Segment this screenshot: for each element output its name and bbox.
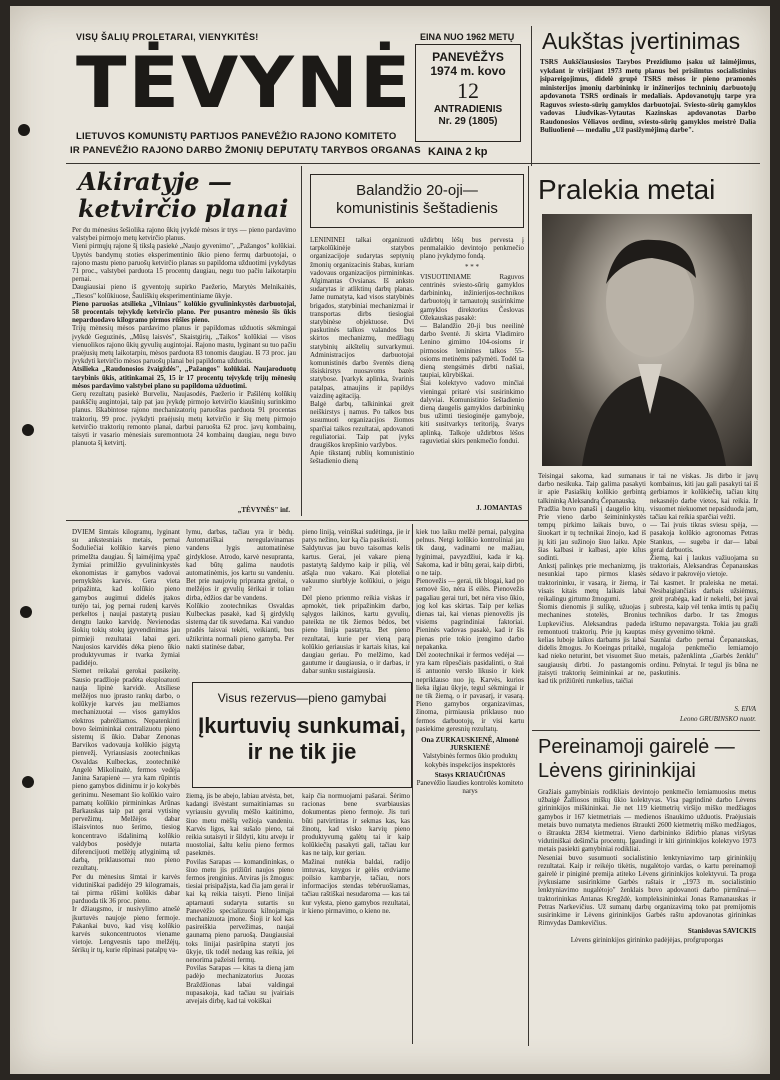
art3-paragraph: Žiemą, kai į laukus važiuojama su traktoriais, Aleksandras Čepanauskas sėdavo ir pakrovėjo vietoje. [650,554,758,579]
issue-day: 12 [457,78,479,103]
art5-title-line1: Įkurtuvių sunkumai, [198,713,406,738]
art1-paragraph: Trijų mėnesių mėsos pardavimo planus ir papildomas užduotis sėkmingai įvykdė Geguzinės, „Mūsų laisvės", Skaistgirių, „Taikos" kolūkiai — visos vienuolikos rajono ūkių gyvulių augintojai. Rajono mastu, lyginant su tuo pačiu praėjusių metų laikotarpiu, mėsos parduota 83 tonomis daugiau. Iš 73 proc. jau įvykdyti ketvirčio mėsos paruošų planai bei papildoma užduotis. [72,324,296,366]
art5-paragraph: pieno liniją, veiniškai sudėtinga, jie ir patys nežino, kur ką čia pasikeisti. [302,528,410,545]
art5-column-3-bottom [302,792,410,1048]
art1-paragraph: Per du mėnesius šešiolika rajono ūkių įvykdė mėsos ir trys — pieno pardavimo valstybei pirmojo metų ketvirčio planus. [72,226,296,243]
binding-hole [22,424,34,436]
separator-stars: * * * [465,262,479,271]
art5-title-line2: ir ne tik jie [247,739,357,764]
art5-paragraph: Saldytuvas jau buvo taisomas kelis kartus. Gerai, jei vakare pieną pastatytą šaldymo kaip ir pilią, vėl atšąla nuo vakaro. Kai ploteliai vakuumo siurblyje kolūkiui, o jeigu ne? [302,544,410,594]
art2-title-box [310,174,524,228]
slogan: VISŲ ŠALIŲ PROLETARAI, VIENYKITĖS! [76,32,259,42]
award-title: Aukštas įvertinimas [542,28,741,54]
art5-paragraph: Ir džiaugsmo, ir nusivylimo atnešė įkurtuvės naujoje pieno fermoje. Pakankai buvo, kad visų kolūkio karvės sukoncentruotos viename vietoje. Lengvesnis tapo melžėjų, šėrikų ir tų, kurie rūpinasi patalpų va- [72,905,180,955]
binding-hole [18,124,30,136]
art5-author: Stasys KRIAUČIŪNAS [434,770,506,779]
binding-hole [22,776,34,788]
art4-body [538,788,756,1043]
newspaper-page [10,6,770,1074]
art5-paragraph: Povilas Sarapas — komandininkas, o šiuo metu jis prižiūri naujos pieno fermos įrenginius. Atviras jis žmogus: tiesiai prisipažįsta, kad čia jam gerai ir kai ką reikia taisyti. Pieno linijai aptarnauti sudaryta sutartis su Panevėžio specializuota kilnojamąja mechanizuota įmone. Šioji ir kol kas pasireiškia pervežimas, naujai gaunamą pieno paruošą. Daugiausiai toks linijai pasirūpina statyti jos ūkyje, tik todėl nedaug kas reikia, jei nenorima pažeisti fermų. [186,857,294,965]
art5-column-2-bottom [186,792,294,1048]
art5-paragraph: Dėl zootechnikai ir fermos vedėjai — yra kam rūpesčiais pasidalinti, o štai iš antuonio verslo likusio ir kiek nepriklauso nuo jų. Karvės, kurios lieka ilgiau ūkyje, tegul sėkmingai ir ne tik žiemą, o ir pavasarį, ir vasarą. Pieno gamybos organizavimas, žinoma, pirmiausia priklauso nuo fermos darbuotojų, ir visi kartu pasiekime geresnių rezultatų. [416,651,524,733]
art1-title-line2: ketvirčio planai [78,194,289,223]
art4-paragraph: Neseniai buvo susumuoti socialistinio lenktyniavimo tarp girininkijų rezultatai. Kaip ir reikėjo tikėtis, nugalėtojo vardas, o kartu pereinamoji gairelė ir piniginė premija atiteko Lėvens girininkijos kolektyvui. Ta proga įvykusiame susirinkime Garbės raštais ir „1973 m. socialistinio lenktyniavimo nugalėtojo" ženklais buvo apdovanoti darbo pirmūnai—traktorininkas Antanas Kregždė, kompleksinininkai Jonas Ramanauskas ir Petras Narkevičius. Už sumanų darbų organizavimą toko pat premijomis susirinkime ir Lėvens girininkijos Garbės raštu apdovanotas girininkas Rimvydas Damkevičius. [538,853,756,928]
art1-paragraph: Pieno paruošas atsilieka „Vilniaus" kolūkio gyvulininkystės darbuotojai, 58 procentais teįvykdę ketvirčio plano. Per pusantro mėnesio šis ūkis neparduodavo kilogramo pirmos rūšies pieno. [72,299,296,325]
art2-paragraph: uždirbtų lėšų bus pervesta į penmalaikio devintojo penkmečio plano įvykdymo fondą. [420,236,524,261]
art5-column-3-top [302,528,410,678]
art1-paragraph: Gerų rezultatų pasiekė Burveliu, Naujasodės, Paežerio ir Pašilėnų kolūkių paukščių augintojai, taip pat jau įvykdę pirmojo ketvirčio kiaušinių surinkimo planus. Iškabintose rajono mechanizatorių paruoštas parduota 91 procentas traktorių, 99 proc. įvykdyti praėjusių metų ketvirčio ir šių metų pirmojo ketvirčio traktorių remonto planai, darbui paruošta 62 proc. javų kombainų, taisyti ir vasario mėnesiais suremontuota 24 kombainų daugiau, negu buvo planuota šį ketvirtį. [72,390,296,448]
art5-paragraph: Kolūkio zootechnikas Osvaldas Kulbeckas pasakė, kad šį girdyklų sistemą dar tik suvedama. Kai vanduo pradės laisvai tekėti, veikianti, bus užtikrinta normali pieno gamyba. Per nakti statinėse dabar, [186,601,294,651]
portrait-photo [542,214,752,466]
art4-title-line1: Pereinamoji gairelė — [538,736,735,758]
art1-signature: „TĖVYNĖS" inf. [237,506,290,514]
art2-paragraph: LENININEI talkai organizuoti tarpkolūkinėje statybos organizacijoje sudarytas septynių žmonių organizacinis štabas, kuriam vadovaus organizacijos pirmininkas. Algimantas Ovsianas. Iš anksto sudarytas ir atliktinų darbų planas. Jame numatyta, kad visos statybinės brigados, statybiniai mechanizmai ir transportas dirbs tiesiogiai statybinėse objektuose. Dvi paskutinės talkos valandos bus skirtos mechanizmų, medžiagų statybinių aikštelių sutvarkymui. Administracijos darbuotojai komunistinės darbo šventės dieną išsiskirstys nuosavoms bazės statybose. Įvarkyk aplinka, švarinis patalpas, atnaujins ir papildys vaizdinę agitaciją. [310,236,414,400]
art3-paragraph: — Tai įvuis tikras sviesu spėja, — pasakoja kolūkio agronomas Petras Stankus, — sugeba ir dar— labai gerai darbuotis. [650,521,758,554]
art3-title: Pralekia metai [538,174,716,205]
art3-column-2 [650,472,758,704]
art3-paragraph: Šiomis dienomis ji sulikę, užuojas į mechanines stotelės, Bronius Lupkevičius. Aleksandras padeda remontuoti traktorių. Prie jų kauptas kelias luboje laikos darbams jis labai didelis žmogus. Jo Koeingas pritaikė, kad nieko neturint, bet visuomet šiuo saugiausių dirbti. Jo pastangomis įtaisyti traktorių šeimininkai ar ne, kad tik prižiūrėti runkelius, taičiai [538,603,646,686]
art5-paragraph: kaip čia normuojami pašarai. Šėrimo racionas bene svarbiausias dokumentas pieno fermoje. Jis turi būti patvirtintas ir sekmas kas, kas žinotų, kad visko karvių pieno produktyvumą galėtų tai ir kaip kolūkiečių pasakyti gali, tačiau kur kas ne taip, kur geriau. [302,792,410,858]
art3-paragraph: Saunlai darbo pernai Čepanauskas, nugaloja penkmečio lemiamojo metais, paženklinta „Garbės ženklu" ordinu. Pelnytai. Ir tegul jis būna ne paskutinis. [650,636,758,677]
art5-column-1 [72,528,180,1048]
art5-paragraph: Dėl pieno prienmo reikia viskas ir apmokėt, tiek pripažinkim darbo, sąlygos laikinos, kartu gyvulių, pateikta ne tik žiemos bėdos, bet pieno linija pastatyta. Bet pieno rezultatai, kurie per vieną parą kolūkio geriausias ir kartais kitas, kai daugiau geriau. Po melžimo, kad gautume ir daugiausia, o ir darbas, ir dabar sunku sustaigiausia. [302,593,410,676]
art5-paragraph: Siemet reikalai gerokai pasikeitę. Sausio pradžioje pradėta eksploatuoti nauja lipinė karvidė. Atsiliese melžėjos nuo įprasto rankų darbo, o kolūkyje karvės jau melžiamos mechanizuotai — visos gamyklos elektros pabrėžiamos. Nepatenkinti bovo šeimininkai centralizuotu pieno sistemų iš ūkio. Dabar Zenonas Barvikos vadovauja kolūkio įsigytą pienvežį. Vyriausiasis zootechnikas Osvaldas Kulbeckas, zootechnikė Angelė Mikolinaitė, fermos vedėja Janina Sarapienė — yra kam rūpintis pieno gamybos didinimu ir jo kokybės gerinimu. Nesemant šio kolūkio vairo pamatų kolūkio pirmininkas Arūnas Barkauskas taip pat gerai vytisinę pervežimų. Melžėjos dabar išlaisvintos nuo šerimo, tiesiog koncentravo išdalinimą kolūkio valdybos posėdyje nutarta diferencijuoti melžėjų atlyginimą už darbą, priklausomai nuo pieno rezultatų. [72,667,180,873]
art5-headline-box [192,682,412,788]
art3-column-1 [538,472,646,724]
art3-paragraph: ir tai ne viskas. Jis dirbo ir javų kombainus, kiti jau gali pasakyti tai iš gerbiamos ir kolūkiečių, tačiau kitų nekasnėjo darbe vietos, kai reikia. Ir visuomet niekuomet nepasiduoda jam, tačiau kai reikia sparčiai vežti. [650,472,758,522]
art5-paragraph: Mažinai nutėkia baldai, radijo imtuvas, knygos ir gėlės erdviame poilsio kambaryje, tačiau, nors informacijos stendas tebėruošiamas, tačiau raštiškai nesudaroma — kas tai kur vyksta, pieno gamybos rezultatai, ir kieno pirmavimo, o kieno ne. [302,857,410,915]
art3-signature: S. EIVA [734,705,756,713]
art5-paragraph: DVIEM šimtais kilogramų, lyginant su ankstesniais metais, pernai Šoduliečiai kolūkio karvės pieno primelžta daugiau. Šį laimėjimą ypač žymiai primilžio gyvulininkystės ekonomistas ir gamybos vadovai pernykštės karvės. Gera vieta pripažinta, kad kolūkio pieno gamybos augimui didelės įtakos turėjo tai, jog pernai rudenį karvės perkeltos į naujai pastatytą pusiau dengtu lauko karvidę. Nevienodas šiokių tokių stokų įgyvendinimas jau pirmieji rezultatai labai geri. Naujosios karvidės dėka pieno ūkio produktyvumas ir tvarka žymiai padidėjo. [72,528,180,668]
city-date: PANEVĖŽYS 1974 m. kovo [430,50,506,78]
art5-paragraph: Pienovežis — gerai, tik blogai, kad po semovė šio, nėra iš eilės. Pienovežis pagaliau gerai turi, bet nėra viso ūkio, jog kol kas skirtas. Taip per kelias dienas tai, kai vienas pienovežis jis visiems pagrindiniai faktoriai. Pieninės vadovas pasakė, kad ir šis pienas prie tokio įrengimo darbo nepakanka. [416,577,524,651]
newspaper-title: TĖVYNĖ [76,42,413,124]
art2-paragraph: Balgė darbų, talkininkai greit neiškirstys į namus. Po talkos bus susumuoti organizacijos žiomos sparčiai taikos rezultatai, apdovanoti reguliatoriai. Taip pat įvyks draugiškos krepšinio varžybos. [310,400,414,450]
weekday: ANTRADIENIS [433,104,503,115]
art2-paragraph: Apie tikstantį rublių komunistinio šeštadienio dieną [310,449,414,466]
award-text: TSRS Aukščiausiosios Tarybos Prezidiumo įsaku už laimėjimus, vykdant ir viršijant 1973 metų planus bei prisiimtus socialistinius įsipareigojimus, didelė grupė TSRS mėsos ir pieno pramonės ministerijos įmonių darbininkų ir inžinerijos techninių darbuotojų apdovanota TSRS ordinais ir medaliais. Apdovanotųjų tarpe yra Raguvos sviesto-sūrių gamyklos darbuotojai. Sviesto-sūrių gamyklos vadovas Liudvikas-Vytautas Kazinskas apdovanotas Darbo Raudonosios Vėliavos ordinu, sviesto-sūrių gamyklos meistrė Dalia Buliuolienė — medaliu „Už pasižymėjimą darbe". [540,58,756,134]
art2-column-2 [420,236,524,501]
art5-column-2-top [186,528,294,678]
art3-paragraph: Ankstį palinkęs prie mechanizmų, jis nesunkiai tapo pirmos klasės traktorininku, ir vasarą, ir žiemą, ir visais kitais metų laikais labai reikalingu girtumo žmogumi. [538,562,646,604]
art5-banner: Visus rezervus—pieno gamybai [217,691,387,705]
art3-paragraph: Pradžia buvo panaši į daugelio kitų. Prie vieno darbo šeimininkystės tempų pirkimo laikais buvo, o šiuokart ir tų technikai žinojo, kad iš jų kiti jau sužinojo šiuo laiku. Apie šias kalbasi ir kalbasi, apie kilus sodinti. [538,504,646,563]
art5-paragraph: Povilas Sarapas — kitas ta dieną jam padėjo mechanizatorius Juozas Braždžionas labai valdingai nupasakoja, kad tačiau su įvairiais atvejais dirbę, kad tai vokiškai [186,964,294,1006]
art5-author: Ona ZURKAUSKIENĖ, Almonė JURSKIENĖ [421,736,519,753]
art5-paragraph: Per du mėnesius šimtai ir karvės vidutiniškai padidėjo 29 kilogramais, tai pirma rūšimi kolūkis dabar parduoda tik 36 proc. pieno. [72,872,180,906]
since-year: EINA NUO 1962 METŲ [420,32,515,42]
art5-paragraph: žiemą, jis be abejo, labiau atvėsta, bet, kadangi išvėstant sumaitiniamas su vyriausiu gyvulių mėšlo kaitinimo, šiuo metu mėšlą vežioja vandeniu. Karvės ligos, kai sušalo pieno, tai reikia sutaisyti ir šildyti, kitu atveju ir nuostoliai, šaltu keliu pieno fermos pasekmės. [186,792,294,858]
art2-title-line2: komunistinis šeštadienis [336,200,498,217]
photo-credit: Leono GRUBINSKO nuotr. [679,715,756,723]
art1-paragraph: Vieni pirmųjų rajone šį tikslą pasiekė „Naujo gyvenimo", „Pažangos" kolūkiai. Upytės bandymų stoties eksperimentinio ūkio pieno fermų darbuotojai, o rajono mastu pieno paruošų ketvirčio planas su papildoma užduotimi įvykdytas 71 proc., valstybei parduota 15 procentų daugiau, negu tuo pačiu laikotarpiu pernai. [72,242,296,284]
art3-paragraph: Tai kasmet. Ir praleiska ne metai. Nesibaigiančiais darbais užsiėmus, greit prabėga, kad ir nekelti, bet javai subresta, kaip vėl tenka imtis tų pačių technikos darbo. Ir tas žmogus irštumo nepavargsta. Tokia jau graži mėsy gyvenimo tėkmė. [650,578,758,636]
publisher-line-2: IR PANEVĖŽIO RAJONO DARBO ŽMONIŲ DEPUTATŲ TARYBOS ORGANAS [70,145,421,156]
issue-number: Nr. 29 (1805) [438,116,498,127]
publisher-line-1: LIETUVOS KOMUNISTŲ PARTIJOS PANEVĖŽIO RAJONO KOMITETO [76,131,397,142]
art2-column-1 [310,236,414,511]
art1-paragraph: Daugiausiai pieno iš gyventojų supirko Paežerio, Marytės Melnikaitės, „Tiesos" kolūkiuose, Šauliškių eksperimentiniame ūkyje. [72,283,296,300]
art4-paragraph: Gražiais gamybiniais rodikliais devintojo penkmečio lemiamuosius metus užbaigė Žalliosos miškų ūkio kolektyvas. Visa pagrindinė darbo Lėvens girininkijos miškininkai. Jie net 119 kietmetrių viršijo miško medžiagos gamybos ir 167 kietmetriais — medienos išnaukimo užduotis. Praėjusiais metais buvo numatyta medienos ištraukti 2600 kietmetrių miško medžiagos, o ištraukta 2834 kietmetrai. Vieno darbininko išdirbio planas viršytas vidutiniškai dešimčia procentų. Įgaudingi ir kiti girininkijos kolektyvo 1973 metais pasiekti gamybiniai rodikliai. [538,788,756,854]
art2-paragraph: Šiai kolektyvo vadovo minčiai vieningai pritarė visi susirinkimo dalyviai. Komunistinio šeštadienio dieną daugelis gamyklos darbininkų bus užimti tiesioginėje gamyboje, kiti susitvarkys teritoriją, švarys aplinką. Talkoje uždirbtos lėšos raguvietiai skirs penkmečio fondui. [420,379,524,445]
binding-hole [20,606,32,618]
art5-paragraph: kiek tuo laiku melžė pernai, palygina pelnus. Netgi kolūkio kontroliniai jau tik daug, vadinami ne mažiau, lyginimai, pavyzdžiui, kada ir ką. Sakoma, kad ir būtų gerai, kaip dirbti, o ne taip. [416,528,524,578]
art1-body [72,226,296,516]
art5-author-role: Panevėžio liaudies kontrolės komiteto narys [416,779,524,796]
art2-paragraph: VISUOTINIAME Raguvos centrinės sviesto-sūrių gamyklos darbininkų, inžinierijos-technikos darbuotojų ir tarnautojų susirinkime gamyklos direktorius Česlovas Ožekauskas pasakė: [420,272,524,322]
art1-paragraph: Atsilieka „Raudonosios žvaigždės", „Pažangos" kolūkiai. Naujaroduotų tarybinis ūkis, atitinkamai 25, 15 ir 17 procentų teįvykdę trijų mėnesių mėsos pardavimo valstybei plano su papildoma užduotimi. [72,365,296,390]
art1-title-line1: Akiratyje — [78,167,232,196]
art2-paragraph: — Balandžio 20-ji bus neeilinė darbo šventė. Ji skirta Vladimiro Lenino gimimo 104-osioms ir pirmosios leninines talkos 55-osioms metinėms pažymėti. Todėl ta dieną stengsimės dirbti našiai, taupiai, kūrybiškai. [420,322,524,380]
art5-column-4 [416,528,524,1048]
art2-signature: J. JOMANTAS [476,504,522,512]
art5-author-role: Valstybinės fermos ūkio produktų kokybės inspekcijos inspektorės [422,752,518,769]
art2-title-line1: Balandžio 20-oji— [356,182,478,199]
art4-title-line2: Lėvens girininkijai [538,760,696,782]
art3-paragraph: Teisingai sakoma, kad sumanaus darbo nesikuka. Taip galima pasakyti ir apie Pasiaškių kolūkio gerbintą talkininką Aleksandrą Čepanauską. [538,472,646,505]
issue-info-box [415,44,521,142]
art4-signer-role: Lėvens girininkijos girininko padėjėjas, profgruporgas [570,935,724,944]
art4-signature: Stanislovas SAVICKIS [687,927,756,936]
portrait-illustration [542,214,752,466]
price: KAINA 2 kp [428,146,488,158]
art5-paragraph: lymu, darbas, tačiau yra ir bėdų. Automatiškai neregulavinamas vandens lygis automatinėse girdyklose. Atrodo, karvė nesupranta, kad būtų galima naudotis automatinėmis, jos kartu su vandeniu. Bet prie naujovių pripranta greitai, o melžėjos ir gyvulių šėrikai ir toliau dirba, ėdžios dar be vandens. [186,528,294,602]
